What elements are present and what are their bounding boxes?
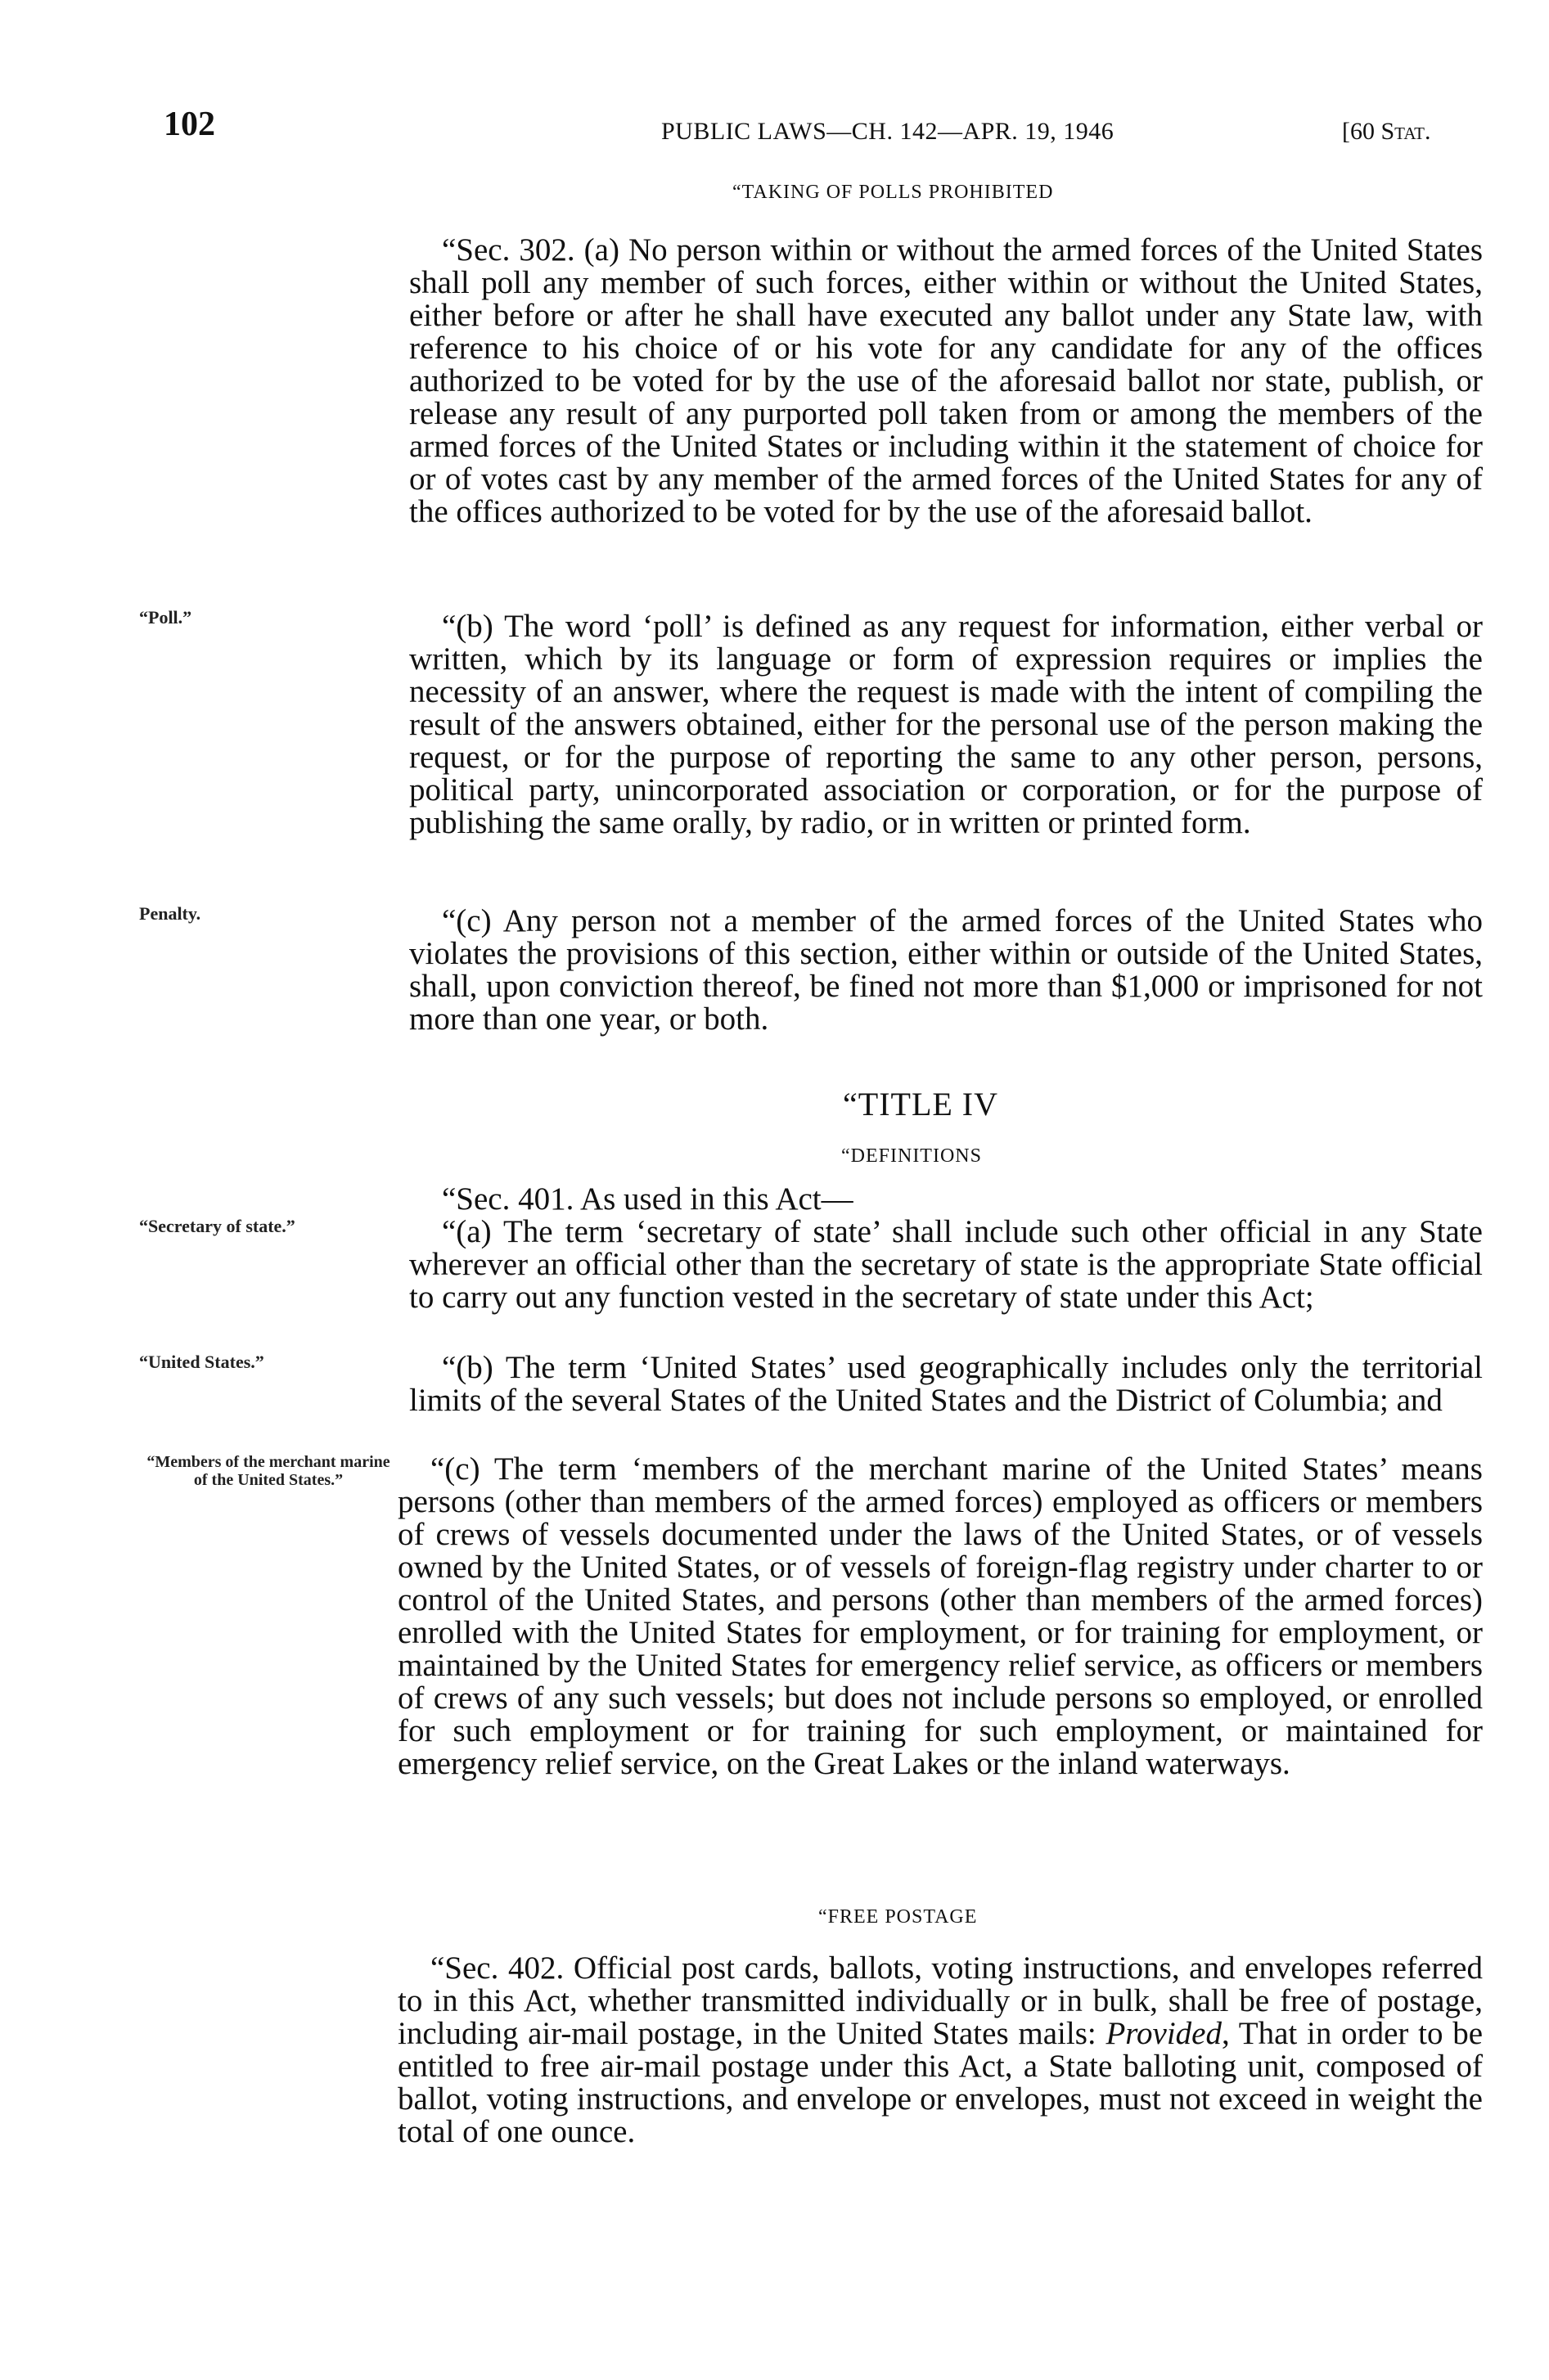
page-number: 102 bbox=[164, 106, 215, 143]
margin-note-secretary-of-state: “Secretary of state.” bbox=[139, 1216, 295, 1236]
sec-401-b: “(b) The term ‘United States’ used geographically includes only the territorial limits of the several States of the United States and the District of Columbia; and bbox=[409, 1350, 1483, 1418]
sec-302-a: “Sec. 302. (a) No person within or without the armed forces of the United States shall poll any member of such forces, either within or without the United States, either before or after he shall have executed any ballot under any State law, with reference to his choice of or his vote for any candidate for any of the offices authorized to be voted for by the use of the aforesaid ballot nor state, publish, or release any result of any purported poll taken from or among the members of the armed forces of the United States or including within it the statement of choice for or of votes cast by any member of the armed forces of the United States for any of the offices authorized to be voted for by the use of the aforesaid ballot. bbox=[409, 232, 1483, 529]
running-title: PUBLIC LAWS—CH. 142—APR. 19, 1946 bbox=[661, 118, 1114, 145]
sec-402-provided: Provided bbox=[1105, 2016, 1222, 2051]
section-heading-free-postage: “FREE POSTAGE bbox=[818, 1906, 978, 1928]
sec-402-lead: “Sec. 402. Official post cards, ballots, voting instructions, and envelopes referred to in this Act, whether transmitted individually or in bulk, shall be free of postage, including air-mail postage, in the United States mails: bbox=[398, 1950, 1483, 2051]
sec-401-a: “(a) The term ‘secretary of state’ shall include such other official in any State wherever an official other than the secretary of state is the appropriate State official to carry out any function vested in the secretary of state under this Act; bbox=[409, 1214, 1483, 1315]
sec-401-c: “(c) The term ‘members of the merchant marine of the United States’ means persons (other than members of the armed forces) employed as officers or members of crews of vessels documented under the laws of the United States, or of vessels owned by the United States, or of vessels of foreign-flag registry under charter to or control of the United States, and persons (other than members of the armed forces) enrolled with the United States for employment, or for training for employment, or maintained by the United States for emergency relief service, as officers or members of crews of any such vessels; but does not include persons so employed, or enrolled for such employment or for training for such employment, or maintained for emergency relief service, on the Great Lakes or the inland waterways. bbox=[398, 1451, 1483, 1781]
sec-402-rest: , That in order to be entitled to free air-mail postage under this Act, a State balloting unit, composed of ballot, voting instructions, and envelope or envelopes, must not exceed in weight the total of one ounce. bbox=[398, 2016, 1484, 2149]
margin-note-united-states: “United States.” bbox=[139, 1352, 264, 1372]
sec-401-intro: “Sec. 401. As used in this Act— bbox=[442, 1181, 853, 1217]
section-heading-definitions: “DEFINITIONS bbox=[841, 1145, 982, 1167]
sec-302-c: “(c) Any person not a member of the armed forces of the United States who violates the provisions of this section, either within or outside of the United States, shall, upon conviction thereof, be fined not more than $1,000 or imprisoned for not more than one year, or both. bbox=[409, 903, 1483, 1037]
title-iv-heading: “TITLE IV bbox=[843, 1086, 999, 1123]
margin-note-poll: “Poll.” bbox=[139, 607, 192, 628]
sec-302-b: “(b) The word ‘poll’ is defined as any request for information, either verbal or written, which by its language or form of expression requires or implies the necessity of an answer, where the request is made with the intent of compiling the result of the answers obtained, either for the personal use of the person making the request, or for the purpose of reporting the same to any other person, persons, political party, unincorporated association or corporation, or for the purpose of publishing the same orally, by radio, or in written or printed form. bbox=[409, 609, 1483, 840]
margin-note-penalty: Penalty. bbox=[139, 903, 201, 924]
volume-reference: [60 Stat. bbox=[1342, 118, 1431, 145]
margin-note-merchant-marine: “Members of the merchant marine of the United States.” bbox=[146, 1453, 390, 1489]
sec-402 bbox=[398, 1952, 1483, 2148]
section-heading-taking-polls: “TAKING OF POLLS PROHIBITED bbox=[732, 182, 1054, 203]
